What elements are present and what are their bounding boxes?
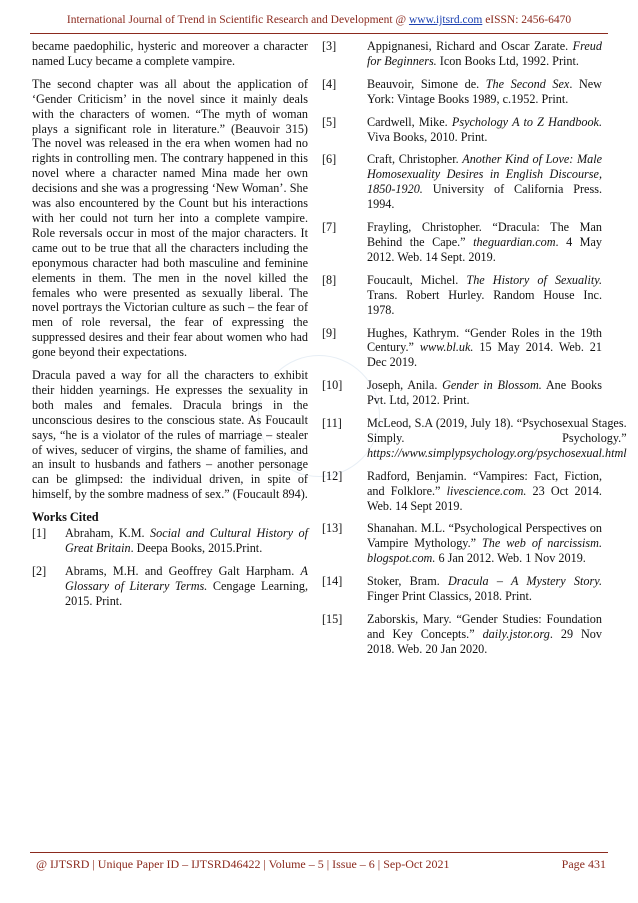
- body-paragraph: The second chapter was all about the application of ‘Gender Criticism’ in the novel since it mainly deals with the characters of women. “The myth of woman plays a significant role in literature.” (Beauvoir 315) The novel was released in the era when women had no rights in controlling men. The contrary happened in this novel where a character named Mina made her own decisions and she was a progressing ‘New Woman’. She was also encountered by the Count but his interactions with her could not turn her into a complete vampire. Role reversals occur in most of the major characters. It came out to be true that all the characters including the eponymous character had both masculine and feminine elements in them. The men in the novel killed the females who were presented as sexually liberal. The novel portrays the Victorian culture as such – the fear of men of role reversal, the fear of expressing the suppressed desires and their fear about women who had gone beyond their expectations.: [32, 76, 308, 360]
- reference-text: [367, 416, 627, 461]
- reference-author: Radford, Benjamin. “Vampires: Fact, Fiction, and Folklore.”: [367, 468, 602, 498]
- reference-title: The History of Sexuality.: [466, 272, 603, 287]
- reference-title: The web of narcissism. blogspot.com.: [367, 536, 602, 566]
- reference-item: [322, 326, 602, 371]
- left-column: [32, 39, 308, 617]
- reference-item: [322, 378, 602, 408]
- reference-number: [9]: [322, 325, 337, 340]
- reference-text: [65, 526, 308, 556]
- reference-text: [367, 378, 602, 408]
- reference-list: [32, 526, 308, 609]
- reference-number: [8]: [322, 272, 337, 287]
- reference-author: Stoker, Bram.: [367, 574, 448, 589]
- reference-number: [15]: [322, 612, 343, 626]
- reference-text: [367, 115, 602, 145]
- reference-author: Joseph, Anila.: [367, 378, 443, 393]
- reference-item: [322, 469, 602, 514]
- journal-header: [0, 14, 638, 26]
- reference-item: [322, 77, 602, 107]
- reference-author: Shanahan. M.L. “Psychological Perspectives on Vampire Mythology.”: [367, 521, 602, 551]
- reference-author: Frayling, Christopher. “Dracula: The Man Behind the Cape.”: [367, 220, 602, 249]
- reference-details: Finger Print Classics, 2018. Print.: [367, 589, 532, 604]
- reference-number: [12]: [322, 468, 343, 483]
- reference-author: McLeod, S.A (2019, July 18). “Psychosexual Stages. Simply. Psychology.”: [367, 416, 627, 445]
- reference-title: Another Kind of Love: Male Homosexuality Desires in English Discourse, 1850-1920.: [367, 152, 602, 197]
- reference-details: . New York: Vintage Books 1989, c.1952. Print.: [367, 76, 602, 106]
- reference-author: Appignanesi, Richard and Oscar Zarate.: [367, 39, 573, 53]
- reference-title: Social and Cultural History of Great Britain: [65, 526, 308, 556]
- body-paragraph: Dracula paved a way for all the characters to exhibit their hidden yearnings. He expresses the sexuality in both males and females. Dracula brings in the unconscious desires to the conscious state. As Foucault says, “he is a violator of the rules of marriage – stealer of wives, seducer of virgins, the shame of families, and an insult to husbands and fathers – another personage can be glimpsed: the individual driven, in spite of himself, by the sombre madness of sex.” (Foucault 894).: [32, 368, 308, 502]
- journal-name: International Journal of Trend in Scientific Research and Development @: [66, 14, 407, 26]
- reference-item: [322, 574, 602, 604]
- reference-details: Viva Books, 2010. Print.: [367, 129, 488, 144]
- reference-number: [2]: [32, 564, 47, 578]
- reference-author: Hughes, Kathrym. “Gender Roles in the 19th Century.”: [367, 325, 602, 355]
- reference-item: [32, 526, 308, 556]
- reference-item: [322, 612, 602, 657]
- reference-number: [1]: [32, 526, 47, 541]
- reference-title: www.bl.uk.: [419, 340, 474, 355]
- reference-number: [6]: [322, 152, 337, 167]
- reference-author: Abrams, M.H. and Geoffrey Galt Harpham.: [65, 564, 301, 578]
- reference-text: [367, 273, 602, 318]
- reference-details: University of California Press. 1994.: [367, 182, 602, 212]
- reference-title: Gender in Blossom.: [442, 378, 542, 393]
- right-column: [322, 39, 627, 665]
- reference-title: A Glossary of Literary Terms.: [65, 564, 308, 593]
- reference-item: [322, 115, 602, 145]
- reference-details: . 4 May 2012. Web. 14 Sept. 2019.: [367, 234, 603, 264]
- reference-number: [7]: [322, 220, 337, 235]
- reference-number: [5]: [322, 114, 337, 129]
- page-number: Page 431: [561, 857, 606, 871]
- reference-title: Dracula – A Mystery Story.: [447, 574, 602, 589]
- reference-author: Abraham, K.M.: [65, 526, 151, 541]
- body-paragraph: became paedophilic, hysteric and moreover a character named Lucy became a complete vampire.: [32, 39, 308, 68]
- reference-title: The Second Sex: [485, 76, 570, 91]
- reference-item: [32, 564, 308, 609]
- reference-item: [322, 416, 627, 461]
- works-cited-heading: Works Cited: [32, 510, 99, 525]
- footer-info: @ IJTSRD | Unique Paper ID – IJTSRD46422 | Volume – 5 | Issue – 6 | Sep-Oct 2021: [36, 857, 450, 871]
- reference-author: Cardwell, Mike.: [367, 114, 452, 129]
- reference-number: [11]: [322, 416, 342, 431]
- reference-text: [367, 521, 602, 566]
- reference-text: [367, 612, 602, 657]
- reference-details: Trans. Robert Hurley. Random House Inc. 1978.: [367, 287, 602, 317]
- reference-author: Beauvoir, Simone de.: [367, 76, 486, 91]
- reference-title: Psychology A to Z Handbook.: [451, 114, 602, 129]
- reference-details: 23 Oct 2014. Web. 14 Sept 2019.: [367, 483, 602, 513]
- reference-details: Cengage Learning, 2015. Print.: [65, 578, 308, 608]
- reference-details: Ane Books Pvt. Ltd, 2012. Print.: [367, 378, 602, 408]
- journal-url-link[interactable]: www.ijtsrd.com: [408, 14, 483, 26]
- reference-list: [322, 39, 627, 657]
- reference-text: [367, 469, 602, 514]
- issn: eISSN: 2456-6470: [485, 14, 572, 26]
- header-rule: [30, 33, 608, 34]
- reference-title: Freud for Beginners.: [367, 39, 602, 68]
- reference-title: daily.jstor.org: [482, 626, 550, 641]
- reference-title: https://www.simplypsychology.org/psychosexual.html: [367, 445, 627, 460]
- reference-text: [65, 564, 308, 609]
- reference-number: [13]: [322, 521, 343, 536]
- reference-details: Icon Books Ltd, 1992. Print.: [436, 53, 579, 68]
- reference-text: [367, 220, 602, 265]
- reference-item: [322, 521, 602, 566]
- reference-text: [367, 39, 602, 69]
- reference-details: . 29 Nov 2018. Web. 20 Jan 2020.: [367, 626, 602, 656]
- reference-title: theguardian.com: [473, 234, 556, 249]
- reference-number: [14]: [322, 574, 343, 589]
- reference-number: [3]: [322, 39, 337, 53]
- reference-text: [367, 326, 602, 371]
- reference-details: . Deepa Books, 2015.Print.: [130, 541, 263, 556]
- reference-text: [367, 574, 602, 604]
- page-footer: [36, 857, 606, 872]
- reference-title: livescience.com.: [446, 483, 527, 498]
- reference-item: [322, 39, 602, 69]
- footer-rule: [30, 852, 608, 853]
- reference-item: [322, 220, 602, 265]
- reference-author: Zaborskis, Mary. “Gender Studies: Foundation and Key Concepts.”: [367, 612, 602, 641]
- reference-item: [322, 273, 602, 318]
- reference-details: 6 Jan 2012. Web. 1 Nov 2019.: [435, 551, 586, 566]
- reference-text: [367, 77, 602, 107]
- reference-number: [10]: [322, 378, 343, 393]
- reference-item: [322, 152, 602, 212]
- reference-text: [367, 152, 602, 212]
- reference-details: 15 May 2014. Web. 21 Dec 2019.: [367, 340, 602, 370]
- reference-author: Foucault, Michel.: [367, 272, 467, 287]
- reference-number: [4]: [322, 76, 337, 91]
- reference-author: Craft, Christopher.: [367, 152, 463, 167]
